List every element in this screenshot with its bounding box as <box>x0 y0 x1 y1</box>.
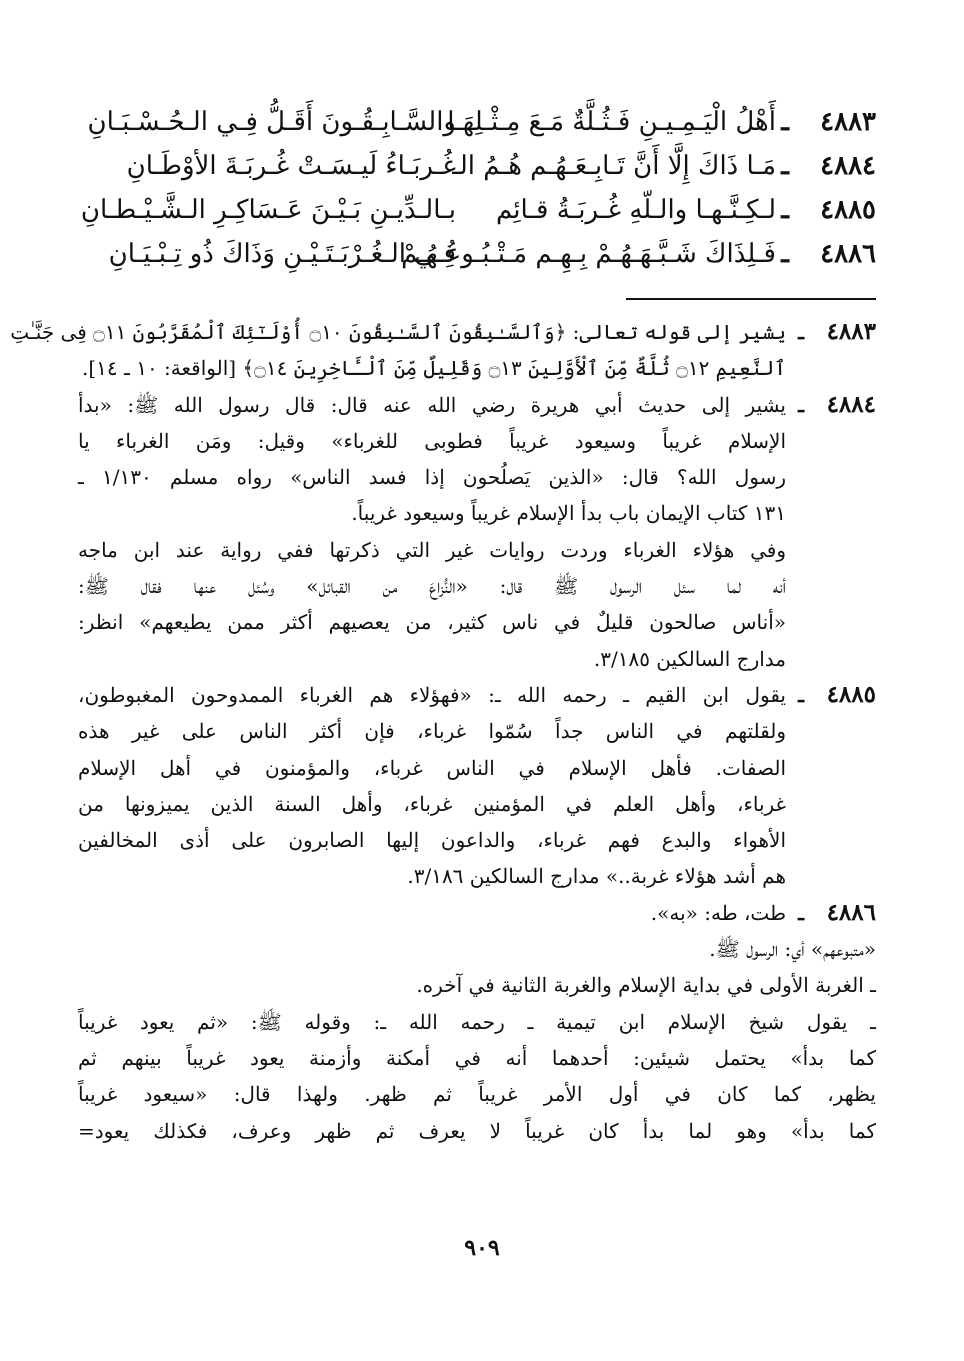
footnote-separator <box>626 298 876 300</box>
footnote-line: يشير إلى قوله تعالى: ﴿وَٱلسَّـٰبِقُونَ ٱلسَّـٰبِقُونَ ۝١٠ أُوْلَـٰٓئِكَ ٱلْمُقَرَّبُونَ ۝١١ فِى جَنَّـٰتِ <box>10 320 786 344</box>
footnote <box>78 387 876 677</box>
footnote-dash: ـ <box>798 682 804 707</box>
verse-line <box>78 188 876 232</box>
footnote-dash: ـ <box>798 320 804 344</box>
verse-line <box>78 100 876 144</box>
footnote-line: هم أشد هؤلاء غربة..» مدارج السالكين ٣/١٨٦. <box>407 864 786 889</box>
footnote-line: كما بدأ» وهو لما بدأ كان غريباً لا يعرف ثم ظهر وعرف، فكذلك يعود= <box>78 1118 876 1143</box>
verse-second-hemistich: والسَّـابِـقُـونَ أَقَـلُّ فِـي الـحُـسْـبَـانِ <box>87 107 456 137</box>
footnote-line: ١٣١ كتاب الإيمان باب بدأ الإسلام غريباً وسيعود غريباً. <box>351 501 786 526</box>
footnote-line: الإسلام غريباً وسيعود غريباً فطوبى للغرباء» وقيل: ومَن الغرباء يا <box>78 428 786 453</box>
footnote-body <box>78 931 876 1149</box>
verse-dash: ـ <box>781 195 789 225</box>
verse-first-hemistich: أَهْلُ الْيَـمِـيـنِ فَـثُـلَّةٌ مَـعَ مِـثْـلِهَـا <box>447 107 776 137</box>
footnote-line: يقول ابن القيم ـ رحمه الله ـ: «فهؤلاء هم الغرباء الممدوحون المغبوطون، <box>78 682 786 707</box>
footnote-line: ـ يقول شيخ الإسلام ابن تيمية ـ رحمه الله ـ: وقوله ﷺ: «ثم يعود غريباً <box>78 1009 876 1034</box>
footnote-continuation <box>78 931 876 1149</box>
footnote <box>78 895 876 931</box>
verse-first-hemistich: لـكِـنَّـهـا والـلّهِ غُـربَـةُ قـائِم <box>495 195 776 225</box>
verse-first-hemistich: فَـلِذَاكَ شَـبَّـهَـهُـمْ بِـهِـم مَـتْـبُـوعُـهُـمْ <box>401 239 776 269</box>
footnote <box>78 677 876 895</box>
footnote-line: يشير إلى حديث أبي هريرة رضي الله عنه قال: قال رسول الله ﷺ: «بدأ <box>78 392 786 417</box>
footnotes <box>10 314 876 1149</box>
footnote-line: ٱلنَّعِيمِ ۝١٢ ثُلَّةٌ مِّنَ ٱلْأَوَّلِينَ ۝١٣ وَقَلِيلٌ مِّنَ ٱلْـَٔاخِرِينَ ۝١٤﴾ [الواقعة: ١٠ ـ ١٤]. <box>81 356 786 381</box>
footnote-line: ولقلتهم في الناس جداً سُمّوا غرباء، فإن أكثر الناس على غير هذه <box>78 719 786 744</box>
footnote-body <box>78 895 786 931</box>
verse-number: ٤٨٨٤ <box>820 151 876 181</box>
footnote-dash: ـ <box>798 900 804 925</box>
verse-dash: ـ <box>781 151 789 181</box>
footnote-number: ٤٨٨٤ <box>826 390 876 418</box>
footnote-line: «متبوعهم» أي: الرسول ﷺ. <box>709 937 876 962</box>
verse-second-hemistich: بـالـدِّيـنِ بَـيْـنَ عَـسَاكِـرِ الـشَّـيْـطـانِ <box>80 195 456 225</box>
footnote-line: طت، طه: «به». <box>650 900 786 925</box>
verse-second-hemistich: غُـربَـاءُ لَيـسَـتْ غُـربَـةَ الأوْطَـانِ <box>126 151 456 181</box>
footnote-line: الصفات. فأهل الإسلام في الناس غرباء، والمؤمنون في أهل الإسلام <box>78 755 786 780</box>
verse-number: ٤٨٨٥ <box>820 195 876 225</box>
footnote-line: ـ الغربة الأولى في بداية الإسلام والغربة الثانية في آخره. <box>416 973 876 998</box>
verse-dash: ـ <box>781 107 789 137</box>
footnote-body <box>78 387 786 677</box>
verse-number: ٤٨٨٣ <box>820 107 876 137</box>
footnote-body <box>10 314 786 387</box>
footnote-number: ٤٨٨٦ <box>826 898 876 926</box>
footnote-line: يظهر، كما كان في أول الأمر غريباً ثم ظهر. ولهذا قال: «سيعود غريباً <box>78 1082 876 1107</box>
footnote-line: غرباء، وأهل العلم في المؤمنين غرباء، وأهل السنة الذين يميزونها من <box>78 791 786 816</box>
verse-line <box>78 232 876 276</box>
footnote <box>10 314 876 387</box>
page-content <box>10 100 876 1149</box>
footnote-number: ٤٨٨٣ <box>826 318 876 345</box>
verse-second-hemistich: فِـي الـغُـرْبَـتَـيْـنِ وَذَاكَ ذُو تِـبْـيَـانِ <box>108 239 456 269</box>
footnote-body <box>78 677 786 895</box>
verse-first-hemistich: مَـا ذَاكَ إِلَّا أَنَّ تَـابِـعَـهُـم هُـمُ الـ <box>452 151 776 181</box>
verse-number: ٤٨٨٦ <box>820 239 876 269</box>
footnote-line: الأهواء والبدع فهم غرباء، والداعون إليها الصابرون على أذى المخالفين <box>78 828 786 853</box>
footnote-line: وفي هؤلاء الغرباء وردت روايات غير التي ذكرتها ففي رواية عند ابن ماجه <box>78 537 786 562</box>
footnote-dash: ـ <box>798 392 804 417</box>
footnote-line: مدارج السالكين ٣/١٨٥. <box>593 646 786 671</box>
footnote-line: «أناس صالحون قليلٌ في ناس كثير، من يعصيهم أكثر ممن يطيعهم» انظر: <box>78 610 786 635</box>
footnote-line: كما بدأ» يحتمل شيئين: أحدهما أنه في أمكنة وأزمنة يعود غريباً بينهم ثم <box>78 1045 876 1070</box>
verse-dash: ـ <box>781 239 789 269</box>
page-number: ٩٠٩ <box>464 1235 500 1261</box>
poem-verses <box>78 100 876 276</box>
footnote-line: رسول الله؟ قال: «الذين يَصلُحون إذا فسد الناس» رواه مسلم ١/١٣٠ ـ <box>78 465 787 490</box>
footnote-line: أنه لما سئل الرسول ﷺ قال: «النُّزاعَ من القبائل» وسُئل عنها فقال ﷺ: <box>78 574 786 599</box>
footnote-number: ٤٨٨٥ <box>826 680 876 708</box>
verse-line <box>78 144 876 188</box>
